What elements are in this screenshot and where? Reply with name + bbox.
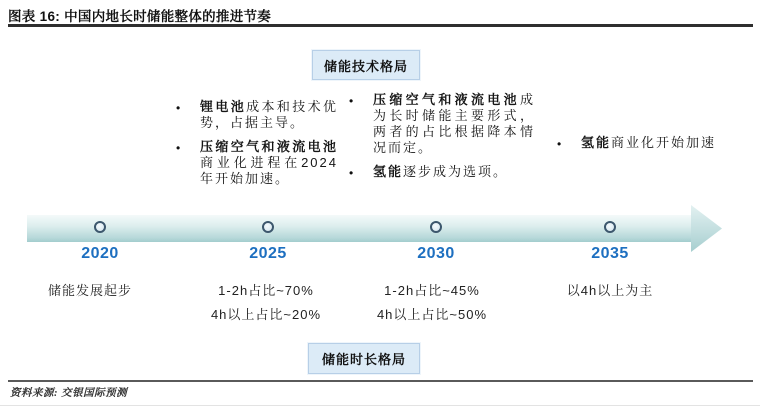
milestone-line: 以4h以上为主 [566, 283, 654, 298]
tech-landscape-label: 储能技术格局 [323, 58, 408, 74]
milestone-2030 [357, 279, 507, 327]
figure-title: 图表 16: 中国内地长时储能整体的推进节奏 [8, 9, 272, 24]
milestone-line: 4h以上占比~50% [376, 307, 488, 322]
timeline-year-2025: 2025 [249, 245, 287, 262]
timeline-node-2030 [430, 221, 442, 233]
bullet-icon: • [557, 137, 562, 151]
duration-landscape-box [308, 343, 420, 374]
milestone-line: 1-2h占比~70% [218, 283, 314, 298]
timeline-arrowhead-icon [691, 205, 722, 252]
source-divider [8, 380, 753, 382]
bullet-icon: • [176, 101, 181, 115]
bullet-icon: • [349, 94, 354, 108]
bullet-body: 商业化进程在2024年开始加速。 [200, 155, 338, 186]
milestone-2035 [535, 279, 685, 303]
bullet-body: 逐步成为选项。 [403, 164, 509, 179]
list-item [176, 139, 338, 187]
list-item [557, 135, 721, 152]
bullet-column-2 [349, 92, 535, 189]
bullet-keyword: 锂电池 [200, 99, 247, 114]
bullet-body: 成本和技术优势，占据主导。 [200, 99, 338, 130]
bullet-keyword: 氢能 [373, 164, 404, 179]
timeline-node-2020 [94, 221, 106, 233]
bullet-text [373, 92, 535, 156]
bullet-icon: • [349, 166, 354, 180]
bullet-text [581, 135, 721, 152]
milestone-line: 1-2h占比~45% [384, 283, 480, 298]
timeline-arrow-bar [27, 215, 693, 242]
milestone-line: 4h以上占比~20% [210, 307, 322, 322]
timeline-node-2035 [604, 221, 616, 233]
list-item [176, 99, 338, 131]
bullet-keyword: 压缩空气和液流电池 [200, 139, 338, 154]
list-item [349, 164, 535, 181]
timeline-year-2030: 2030 [417, 245, 455, 262]
bullet-icon: • [176, 141, 181, 155]
bullet-text [373, 164, 535, 181]
bullet-keyword: 压缩空气和液流电池 [373, 92, 520, 107]
list-item [349, 92, 535, 156]
bullet-text [200, 139, 338, 187]
bullet-column-3 [557, 135, 721, 160]
milestone-2020 [15, 279, 165, 303]
page-edge-line [0, 405, 760, 406]
tech-landscape-box [312, 50, 420, 80]
source-note: 资料来源: 交银国际预测 [10, 388, 128, 399]
bullet-column-1 [176, 99, 338, 195]
bullet-body: 成为长时储能主要形式，两者的占比根据降本情况而定。 [373, 92, 535, 155]
bullet-keyword: 氢能 [581, 135, 612, 150]
milestone-line: 储能发展起步 [47, 283, 132, 298]
timeline-year-2035: 2035 [591, 245, 629, 262]
title-divider [8, 24, 753, 27]
bullet-text [200, 99, 338, 131]
timeline-node-2025 [262, 221, 274, 233]
bullet-body: 商业化开始加速 [611, 135, 717, 150]
milestone-2025 [191, 279, 341, 327]
duration-landscape-label: 储能时长格局 [321, 352, 406, 367]
timeline-year-2020: 2020 [81, 245, 119, 262]
